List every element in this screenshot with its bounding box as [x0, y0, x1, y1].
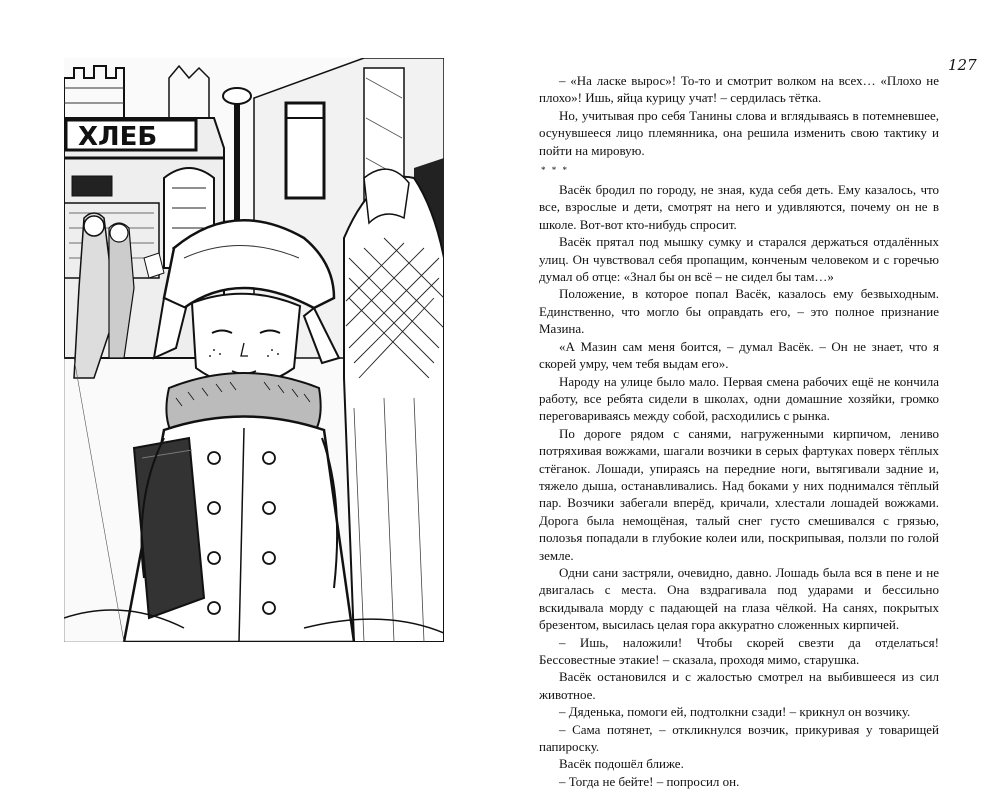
- paragraph: Положение, в которое попал Васёк, казалось ему безвыходным. Единственно, что могло бы оправдать его, – это полное признание Мазина.: [539, 286, 939, 337]
- paragraph: – Ишь, наложили! Чтобы скорей свезти да отделаться! Бессовестные этакие! – сказала, проходя мимо, старушка.: [539, 634, 939, 667]
- paragraph: Васёк бродил по городу, не зная, куда себя деть. Ему казалось, что все, взрослые и дети, смотрят на него и удивляются, почему он не в школе. Вот-вот кто-нибудь спросит.: [539, 182, 939, 232]
- paragraph: – Сама потянет, – откликнулся возчик, прикуривая у товарищей папироску.: [539, 721, 939, 755]
- paragraph: По дороге рядом с санями, нагруженными кирпичом, лениво потряхивая вожжами, шагали возчики в серых фартуках поверх тёплых стёганок. Лошади, упираясь на передние ноги, вытягивали задние и, тяжело дыша, останавливались. Над боками у них поднимался тёплый пар. Возчики забегали вперёд, кричали, хлестали лошадей вожжами. Дорога была немощёная, талый снег густо смешивался с грязью, полозья попадали в глубокие колеи или, поскрипывая, ползли по голой земле.: [539, 425, 939, 563]
- page-number: 127: [948, 56, 977, 74]
- text-column: [539, 72, 939, 790]
- paragraph: «А Мазин сам меня боится, – думал Васёк. – Он не знает, что я скорей умру, чем тебя выдам его».: [539, 338, 939, 372]
- paragraph: Васёк подошёл ближе.: [559, 756, 684, 772]
- paragraph: Васёк остановился и с жалостью смотрел на выбившееся из сил животное.: [539, 669, 939, 702]
- paragraph: Но, учитывая про себя Танины слова и вглядываясь в потемневшее, осунувшееся лицо племянника, она решила изменить свою тактику и пойти на мировую.: [539, 107, 939, 158]
- paragraph: Васёк прятал под мышку сумку и старался держаться отдалённых улиц. Он чувствовал себя пропащим, конченым человеком и с горечью думал об отце: «Знал бы он всё – не сидел бы там…»: [539, 234, 939, 285]
- bread-sign: ХЛЕБ: [78, 122, 158, 152]
- paragraph: – Дяденька, помоги ей, подтолкни сзади! – крикнул он возчику.: [559, 704, 911, 720]
- illustration: [64, 58, 444, 642]
- ink-drawing-boy-in-winter-street: [64, 58, 444, 642]
- section-separator: * * *: [541, 165, 569, 176]
- paragraph: – «На ласке вырос»! То-то и смотрит волком на всех… «Плохо не плохо»! Ишь, яйца курицу учат! – сердилась тётка.: [539, 73, 939, 106]
- paragraph: Одни сани застряли, очевидно, давно. Лошадь была вся в пене и не двигалась с места. Она вздрагивала под ударами и бессильно вскидывала морду с падающей на глаза чёлкой. На санях, покрытых брезентом, высилась целая гора аккуратно сложенных кирпичей.: [539, 564, 939, 633]
- paragraph: Народу на улице было мало. Первая смена рабочих ещё не кончила работу, все ребята сидели в школах, одни домашние хозяйки, громко переговариваясь между собой, расходились с рынка.: [539, 373, 939, 424]
- paragraph: – Тогда не бейте! – попросил он.: [559, 773, 740, 789]
